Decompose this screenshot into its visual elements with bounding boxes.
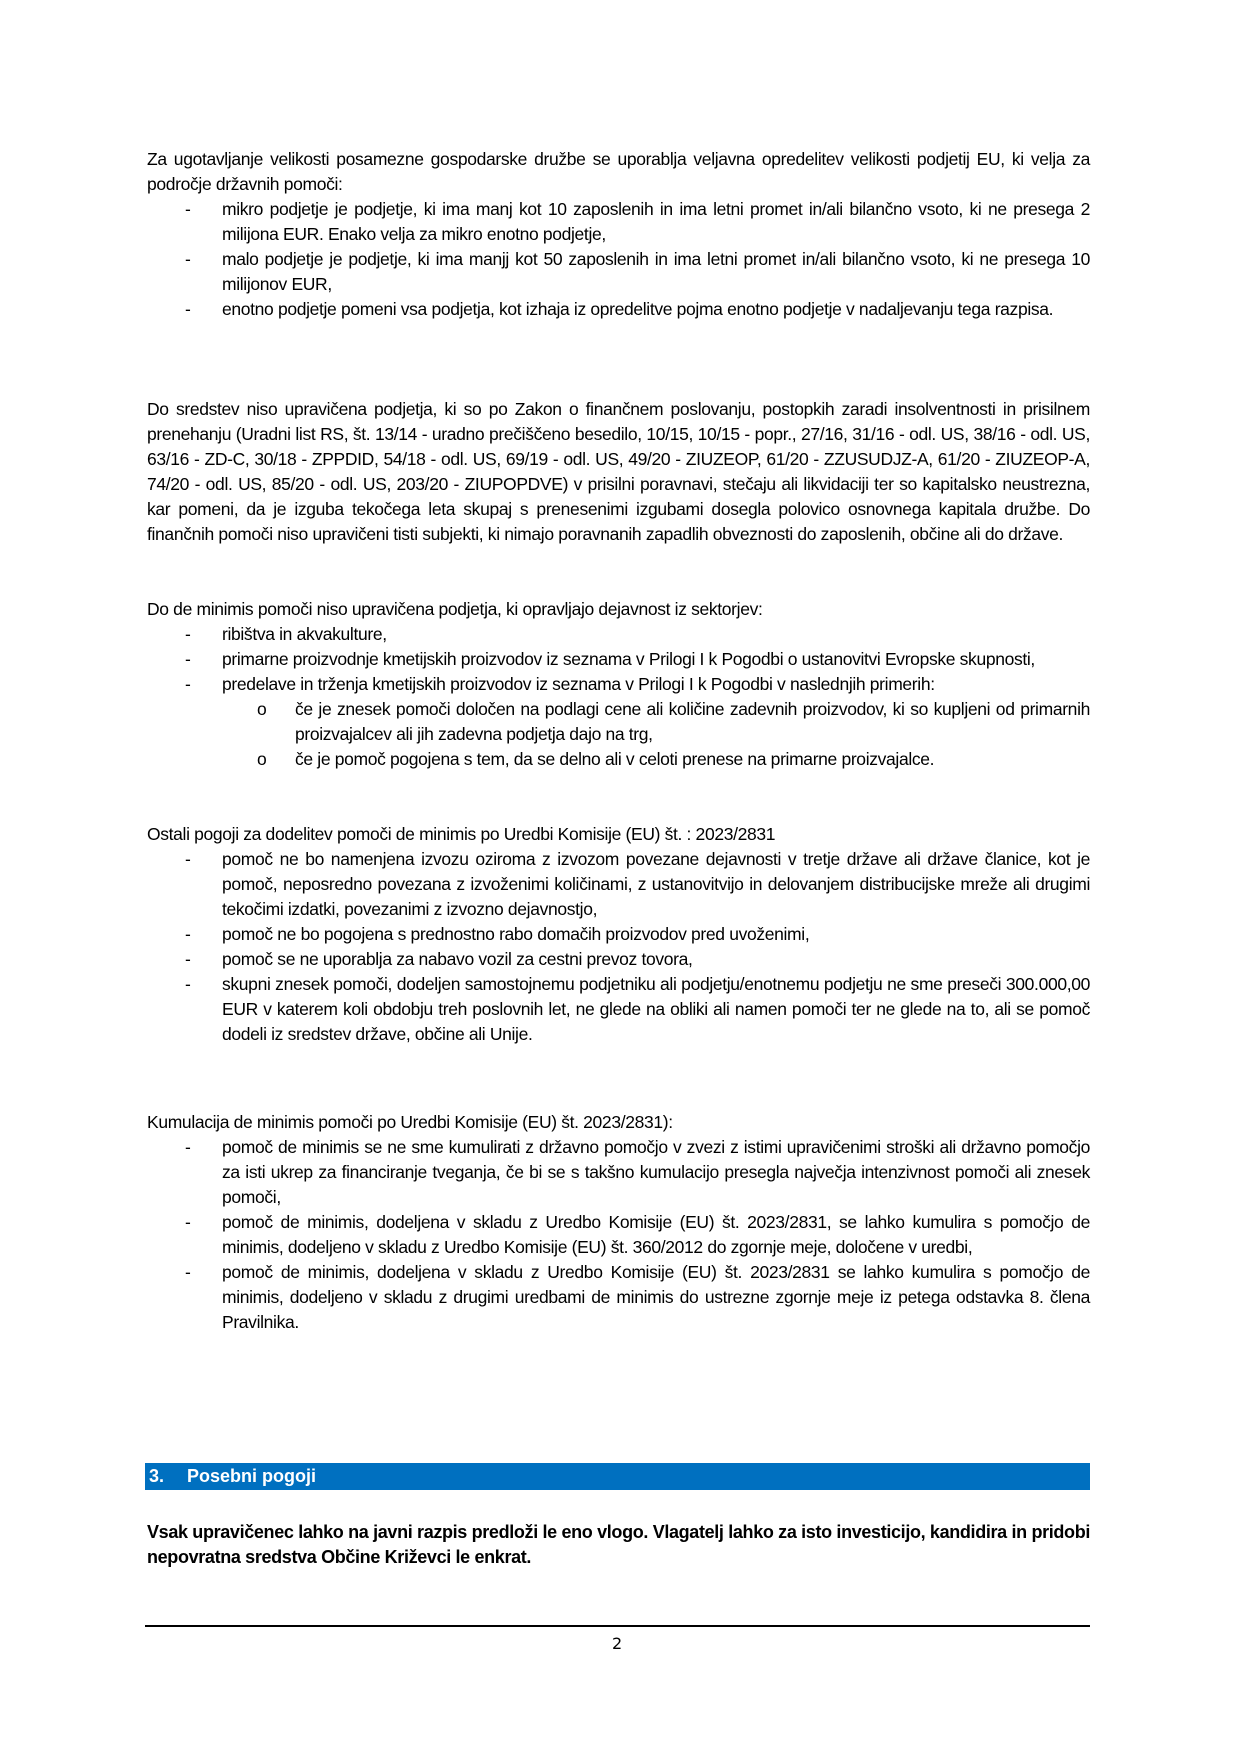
dash-bullet-icon: - <box>185 249 191 269</box>
list-item: - predelave in trženja kmetijskih proizvodov iz seznama v Prilogi I k Pogodbi v naslednjih primerih: <box>147 672 1090 697</box>
list-item: - enotno podjetje pomeni vsa podjetja, kot izhaja iz opredelitve pojma enotno podjetje v nadaljevanju tega razpisa. <box>147 297 1090 322</box>
company-size-section <box>147 147 1090 322</box>
sublist-item: o če je znesek pomoči določen na podlagi cene ali količine zadevnih proizvodov, ki so kupljeni od primarnih proizvajalcev ali jih zadevna podjetja dajo na trg, <box>257 699 1090 744</box>
section-title: Posebni pogoji <box>187 1466 316 1486</box>
section-number: 3. <box>149 1466 165 1486</box>
special-conditions-paragraph: Vsak upravičenec lahko na javni razpis predloži le eno vlogo. Vlagatelj lahko za isto investicijo, kandidira in pridobi nepovratna sredstva Občine Križevci le enkrat. <box>147 1522 1090 1567</box>
cumulation-list <box>147 1135 1090 1335</box>
dash-bullet-icon: - <box>185 1137 191 1157</box>
company-size-intro: Za ugotavljanje velikosti posamezne gospodarske družbe se uporablja veljavna opredelitev velikosti podjetij EU, ki velja za področje državnih pomoči: <box>147 149 1090 194</box>
list-item: - pomoč de minimis se ne sme kumulirati z državno pomočjo v zvezi z istimi upravičenimi stroški ali državno pomočjo za isti ukrep za financiranje tveganja, če bi se s takšno kumulacijo presegla največja intenzivnost pomoči ali znesek pomoči, <box>185 1137 1090 1207</box>
list-item: - pomoč ne bo namenjena izvozu oziroma z izvozom povezane dejavnosti v tretje države ali države članice, kot je pomoč, neposredno povezana z izvoženimi količinami, z ustanovitvijo in delovanjem distribucijske mreže ali drugimi tekočimi izdatki, povezanimi z izvozno dejavnostjo, <box>185 849 1090 919</box>
sectors-section <box>147 597 1090 772</box>
dash-bullet-icon: - <box>185 199 191 219</box>
section-heading-posebni-pogoji <box>145 1463 1090 1490</box>
other-conditions-intro: Ostali pogoji za dodelitev pomoči de minimis po Uredbi Komisije (EU) št. : 2023/2831 <box>147 824 776 844</box>
sectors-list <box>147 622 1090 697</box>
dash-bullet-icon: - <box>185 949 191 969</box>
dash-bullet-icon: - <box>185 299 191 319</box>
other-conditions-section <box>147 822 1090 1047</box>
dash-bullet-icon: - <box>185 849 191 869</box>
ineligible-paragraph: Do sredstev niso upravičena podjetja, ki so po Zakon o finančnem poslovanju, postopkih zaradi insolventnosti in prisilnem prenehanju (Uradni list RS, št. 13/14 - uradno prečiščeno besedilo, 10/15, 10/15 - popr., 27/16, 31/16 - odl. US, 38/16 - odl. US, 63/16 - ZD-C, 30/18 - ZPPDID, 54/18 - odl. US, 69/19 - odl. US, 49/20 - ZIUZEOP, 61/20 - ZZUSUDJZ-A, 61/20 - ZIUZEOP-A, 74/20 - odl. US, 85/20 - odl. US, 203/20 - ZIUPOPDVE) v prisilni poravnavi, stečaju ali likvidaciji ter so kapitalsko neustrezna, kar pomeni, da je izguba tekočega leta skupaj s prenesenimi izgubami dosegla polovico osnovnega kapitala družbe. Do finančnih pomoči niso upravičeni tisti subjekti, ki nimajo poravnanih zapadlih obveznosti do zaposlenih, občine ali do države. <box>147 399 1090 544</box>
sublist-item: o če je pomoč pogojena s tem, da se delno ali v celoti prenese na primarne proizvajalce. <box>147 747 1090 772</box>
footer-divider <box>145 1625 1090 1627</box>
dash-bullet-icon: - <box>185 924 191 944</box>
dash-bullet-icon: - <box>185 649 191 669</box>
sectors-intro: Do de minimis pomoči niso upravičena podjetja, ki opravljajo dejavnost iz sektorjev: <box>147 599 763 619</box>
cumulation-intro: Kumulacija de minimis pomoči po Uredbi Komisije (EU) št. 2023/2831): <box>147 1112 673 1132</box>
dash-bullet-icon: - <box>185 624 191 644</box>
sectors-sublist <box>147 697 1090 772</box>
dash-bullet-icon: - <box>185 974 191 994</box>
other-conditions-list <box>147 847 1090 1047</box>
list-item: - pomoč de minimis, dodeljena v skladu z Uredbo Komisije (EU) št. 2023/2831 se lahko kumulira s pomočjo de minimis, dodeljeno v skladu z drugimi uredbami de minimis do ustrezne zgornje meje iz petega odstavka 8. člena Pravilnika. <box>185 1262 1090 1332</box>
cumulation-section <box>147 1110 1090 1335</box>
list-item: - malo podjetje je podjetje, ki ima manjj kot 50 zaposlenih in ima letni promet in/ali bilančno vsoto, ki ne presega 10 milijonov EUR, <box>185 249 1090 294</box>
dash-bullet-icon: - <box>185 1212 191 1232</box>
circle-bullet-icon: o <box>257 699 267 719</box>
list-item: - pomoč se ne uporablja za nabavo vozil za cestni prevoz tovora, <box>147 947 1090 972</box>
list-item: - ribištva in akvakulture, <box>147 622 1090 647</box>
circle-bullet-icon: o <box>257 749 267 769</box>
company-size-list <box>147 197 1090 322</box>
dash-bullet-icon: - <box>185 674 191 694</box>
list-item: - primarne proizvodnje kmetijskih proizvodov iz seznama v Prilogi I k Pogodbi o ustanovitvi Evropske skupnosti, <box>147 647 1090 672</box>
list-item: - mikro podjetje je podjetje, ki ima manj kot 10 zaposlenih in ima letni promet in/ali bilančno vsoto, ki ne presega 2 milijona EUR. Enako velja za mikro enotno podjetje, <box>185 199 1090 244</box>
ineligible-section <box>147 397 1090 547</box>
list-item: - pomoč de minimis, dodeljena v skladu z Uredbo Komisije (EU) št. 2023/2831, se lahko kumulira s pomočjo de minimis, dodeljeno v skladu z Uredbo Komisije (EU) št. 360/2012 do zgornje meje, določene v uredbi, <box>185 1212 1090 1257</box>
page-number: 2 <box>612 1634 623 1653</box>
list-item: - skupni znesek pomoči, dodeljen samostojnemu podjetniku ali podjetju/enotnemu podjetju ne sme preseči 300.000,00 EUR v katerem koli obdobju treh poslovnih let, ne glede na obliki ali namen pomoči ter ne glede na to, ali se pomoč dodeli iz sredstev države, občine ali Unije. <box>185 974 1090 1044</box>
list-item: - pomoč ne bo pogojena s prednostno rabo domačih proizvodov pred uvoženimi, <box>147 922 1090 947</box>
dash-bullet-icon: - <box>185 1262 191 1282</box>
